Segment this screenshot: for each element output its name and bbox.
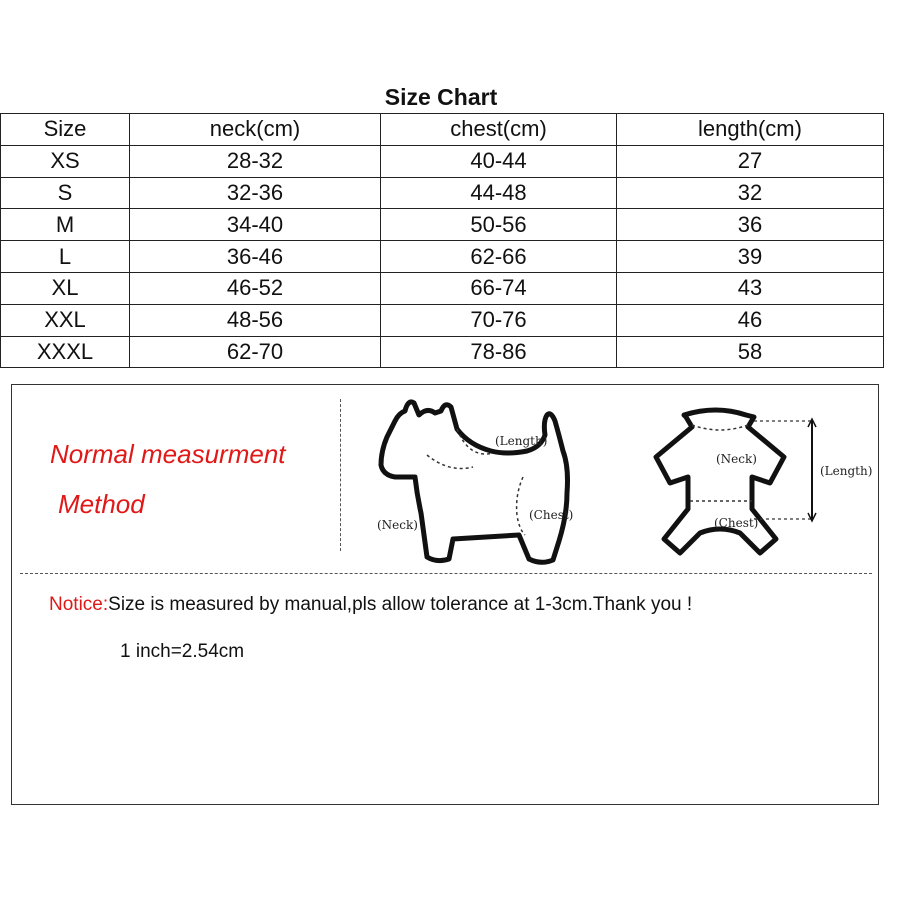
cell-size: XL — [1, 272, 130, 304]
inch-conversion: 1 inch=2.54cm — [120, 641, 245, 662]
header-size: Size — [1, 114, 130, 146]
method-title-line1: Normal measurment — [50, 439, 286, 469]
cell-length: 27 — [617, 145, 884, 177]
cell-chest: 70-76 — [381, 304, 617, 336]
cell-neck: 28-32 — [130, 145, 381, 177]
cell-size: M — [1, 209, 130, 241]
method-title-line2: Method — [58, 489, 145, 519]
table-row — [1, 241, 884, 273]
dog-silhouette-icon — [357, 395, 607, 565]
header-neck: neck(cm) — [130, 114, 381, 146]
table-row — [1, 336, 884, 368]
header-chest: chest(cm) — [381, 114, 617, 146]
table-row — [1, 209, 884, 241]
cell-neck: 62-70 — [130, 336, 381, 368]
cloth-length-label: (Length) — [820, 464, 873, 478]
cell-neck: 32-36 — [130, 177, 381, 209]
cell-chest: 62-66 — [381, 241, 617, 273]
table-row — [1, 145, 884, 177]
cell-size: XXL — [1, 304, 130, 336]
size-chart-title: Size Chart — [384, 84, 498, 110]
cell-length: 36 — [617, 209, 884, 241]
cell-neck: 46-52 — [130, 272, 381, 304]
size-table — [0, 113, 884, 368]
cell-chest: 50-56 — [381, 209, 617, 241]
cell-chest: 40-44 — [381, 145, 617, 177]
dog-clothing-icon — [644, 397, 876, 565]
table-header-row — [1, 114, 884, 146]
cell-length: 32 — [617, 177, 884, 209]
table-row — [1, 272, 884, 304]
vertical-divider — [340, 399, 341, 551]
cell-chest: 44-48 — [381, 177, 617, 209]
cell-size: XS — [1, 145, 130, 177]
measurement-panel — [11, 384, 879, 805]
cell-length: 46 — [617, 304, 884, 336]
cell-neck: 36-46 — [130, 241, 381, 273]
header-length: length(cm) — [617, 114, 884, 146]
cell-length: 58 — [617, 336, 884, 368]
cell-size: XXXL — [1, 336, 130, 368]
cell-neck: 34-40 — [130, 209, 381, 241]
notice-body: Size is measured by manual,pls allow tolerance at 1-3cm.Thank you ! — [108, 594, 693, 615]
cell-length: 39 — [617, 241, 884, 273]
cloth-chest-label: (Chest) — [714, 516, 759, 530]
dog-chest-label: (Chest) — [529, 508, 574, 522]
cell-size: S — [1, 177, 130, 209]
table-row — [1, 177, 884, 209]
cloth-neck-label: (Neck) — [716, 452, 757, 466]
notice-text — [49, 594, 692, 616]
table-row — [1, 304, 884, 336]
dog-neck-label: (Neck) — [377, 518, 418, 532]
cell-chest: 78-86 — [381, 336, 617, 368]
cell-neck: 48-56 — [130, 304, 381, 336]
dog-length-label: (Length) — [495, 434, 548, 448]
cell-chest: 66-74 — [381, 272, 617, 304]
notice-label: Notice: — [49, 594, 109, 615]
cell-length: 43 — [617, 272, 884, 304]
horizontal-divider — [20, 573, 872, 574]
cell-size: L — [1, 241, 130, 273]
